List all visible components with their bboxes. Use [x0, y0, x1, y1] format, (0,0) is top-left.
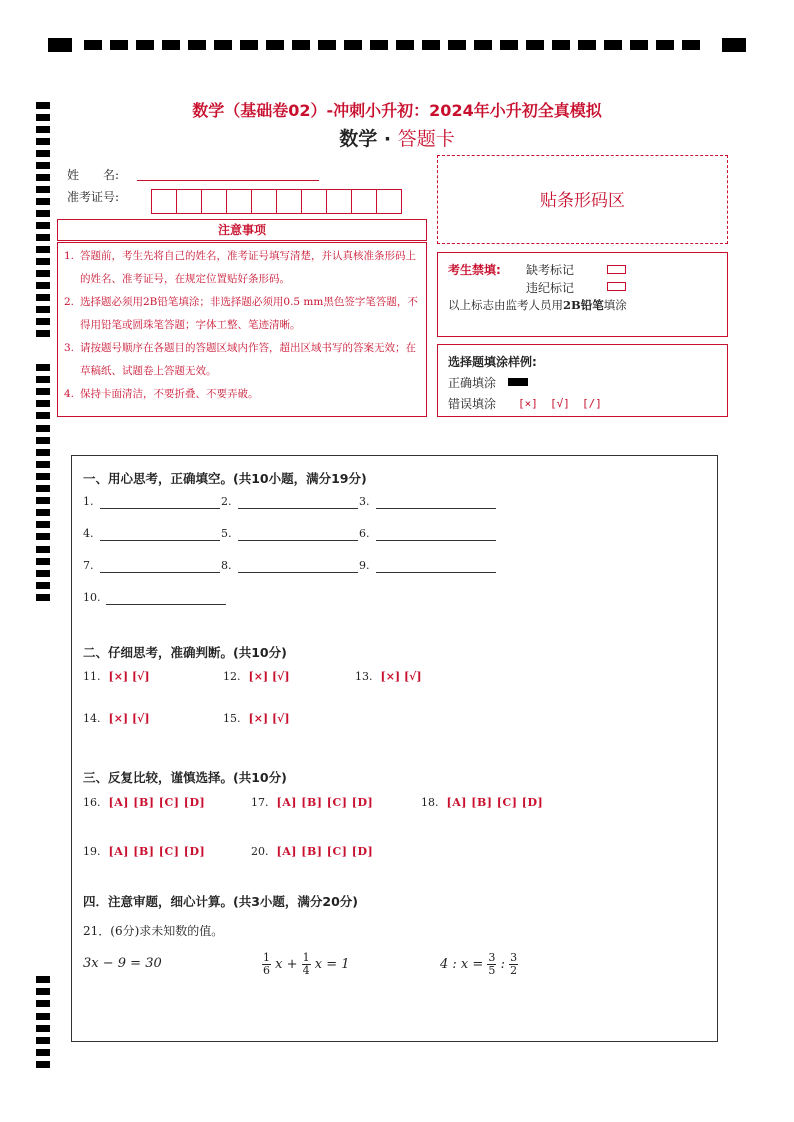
question-20[interactable]: 20. [A] [B] [C] [D]	[251, 845, 374, 858]
question-12[interactable]: 12. [×] [√]	[223, 670, 290, 683]
proctor-note: 以上标志由监考人员用2B铅笔填涂	[448, 298, 627, 312]
notice-item: 4. 保持卡面清洁，不要折叠、不要弄破。	[64, 388, 259, 400]
section-2-title: 二、仔细思考，准确判断。(共10分)	[83, 645, 287, 660]
page-title: 数学（基础卷02）-冲刺小升初：2024年小升初全真模拟	[192, 101, 602, 120]
blank-1-number: 1.	[83, 495, 94, 508]
absent-label: 缺考标记	[526, 263, 575, 277]
wrong-mark-slash: [/]	[582, 397, 602, 410]
blank-6-number: 6.	[359, 527, 370, 540]
sample-title: 选择题填涂样例:	[448, 355, 537, 369]
blank-2-number: 2.	[221, 495, 232, 508]
blank-5-number: 5.	[221, 527, 232, 540]
blank-4-line[interactable]	[100, 540, 220, 541]
subtitle-dot: ·	[383, 128, 392, 150]
wrong-label: 错误填涂	[448, 397, 497, 411]
section-3-title: 三、反复比较，谨慎选择。(共10分)	[83, 770, 287, 785]
fill-sample-box	[437, 344, 728, 417]
blank-10-line[interactable]	[106, 604, 226, 605]
blank-8-line[interactable]	[238, 572, 358, 573]
notice-item: 1. 答题前，考生先将自己的姓名，准考证号填写清楚，并认真核准条形码上的姓名、准考证号，在规定位置贴好条形码。	[64, 250, 416, 285]
blank-7-line[interactable]	[100, 572, 220, 573]
violation-mark[interactable]	[607, 282, 626, 291]
equation-3: 4 : x = $\frac{3}{5}$ : $\frac{3}{2}$	[440, 951, 518, 977]
wrong-mark-check: [√]	[550, 397, 570, 410]
correct-label: 正确填涂	[448, 376, 497, 390]
question-11[interactable]: 11. [×] [√]	[83, 670, 150, 683]
answer-area	[71, 455, 718, 1042]
name-label: 姓 名:	[67, 168, 120, 182]
name-field[interactable]	[137, 180, 319, 181]
question-19[interactable]: 19. [A] [B] [C] [D]	[83, 845, 206, 858]
blank-1-line[interactable]	[100, 508, 220, 509]
equation-1: 3x − 9 = 30	[83, 956, 162, 971]
equation-2: $\frac{1}{6}$ x + $\frac{1}{4}$ x = 1	[263, 951, 350, 977]
subtitle-subject: 数学	[339, 128, 378, 150]
subtitle-card: 答题卡	[397, 128, 455, 150]
blank-6-line[interactable]	[376, 540, 496, 541]
id-label: 准考证号:	[67, 190, 120, 204]
question-16[interactable]: 16. [A] [B] [C] [D]	[83, 796, 206, 809]
section-4-title: 四．注意审题，细心计算。(共3小题，满分20分)	[83, 894, 359, 909]
blank-9-number: 9.	[359, 559, 370, 572]
question-14[interactable]: 14. [×] [√]	[83, 712, 150, 725]
blank-5-line[interactable]	[238, 540, 358, 541]
notice-box	[57, 242, 427, 417]
proctor-mark-box	[437, 252, 728, 337]
blank-7-number: 7.	[83, 559, 94, 572]
notice-title: 注意事项	[57, 219, 427, 241]
blank-4-number: 4.	[83, 527, 94, 540]
blank-2-line[interactable]	[238, 508, 358, 509]
question-21-prompt: 21．(6分)求未知数的值。	[83, 924, 224, 938]
correct-fill-sample	[508, 378, 528, 386]
wrong-mark-x: [×]	[518, 397, 538, 410]
top-timing-marks	[48, 38, 746, 52]
blank-10-number: 10.	[83, 591, 101, 604]
notice-item: 3. 请按题号顺序在各题目的答题区域内作答，超出区域书写的答案无效；在草稿纸、试题卷上答题无效。	[64, 342, 416, 377]
blank-8-number: 8.	[221, 559, 232, 572]
section-1-title: 一、用心思考，正确填空。(共10小题，满分19分)	[83, 471, 367, 486]
question-15[interactable]: 15. [×] [√]	[223, 712, 290, 725]
exam-id-boxes[interactable]	[152, 189, 402, 214]
blank-9-line[interactable]	[376, 572, 496, 573]
question-13[interactable]: 13. [×] [√]	[355, 670, 422, 683]
question-17[interactable]: 17. [A] [B] [C] [D]	[251, 796, 374, 809]
absent-mark[interactable]	[607, 265, 626, 274]
blank-3-number: 3.	[359, 495, 370, 508]
violation-label: 违纪标记	[526, 281, 575, 295]
proctor-title: 考生禁填:	[448, 263, 501, 277]
question-18[interactable]: 18. [A] [B] [C] [D]	[421, 796, 544, 809]
barcode-label: 贴条形码区	[540, 191, 625, 211]
notice-item: 2. 选择题必须用2B铅笔填涂；非选择题必须用0.5 mm黑色签字笔答题，不得用铅笔或圆珠笔答题；字体工整、笔迹清晰。	[64, 296, 418, 331]
page-subtitle	[0, 124, 794, 151]
blank-3-line[interactable]	[376, 508, 496, 509]
